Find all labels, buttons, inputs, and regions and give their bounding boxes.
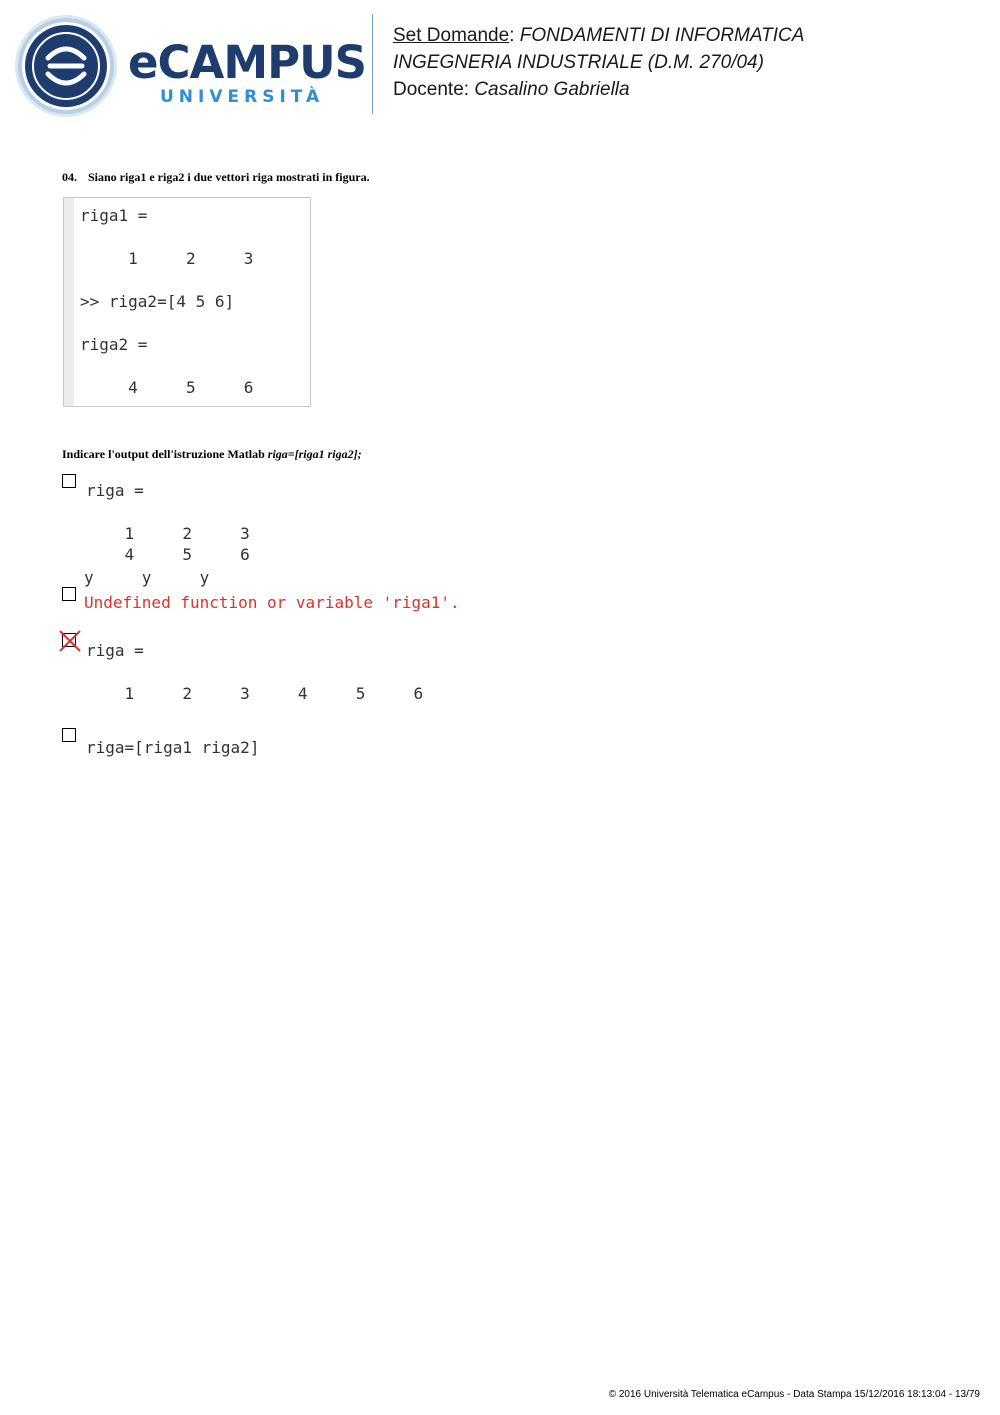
brand-subtitle: UNIVERSITÀ [160,87,325,107]
option-c-line: 1 2 3 4 5 6 [86,684,424,703]
option-a-line: riga = [86,481,144,500]
page-footer: © 2016 Università Telematica eCampus - Data Stampa 15/12/2016 18:13:04 - 13/79 [608,1389,980,1400]
instruction-text: Indicare l'output dell'istruzione Matlab [62,447,265,461]
teacher-line [393,80,630,99]
option-c-checkbox[interactable] [62,633,76,647]
header-divider [372,14,373,114]
option-a-line: 1 2 3 [86,524,250,543]
option-d-line: riga=[riga1 riga2] [86,738,260,757]
course-title: FONDAMENTI DI INFORMATICA [519,25,805,46]
option-d-checkbox[interactable] [62,728,76,742]
option-a-line: 4 5 6 [86,545,250,564]
matlab-figure [63,197,311,407]
option-b-checkbox[interactable] [62,587,76,601]
figure-gutter [64,198,74,406]
ecampus-seal-logo [14,14,118,118]
course-line-1 [393,26,804,45]
instruction [62,447,362,462]
figure-line: 1 2 3 [80,249,254,268]
option-b-error-text: Undefined function or variable 'riga1'. [84,593,460,612]
figure-line: 4 5 6 [80,378,254,397]
course-line-2 [393,53,764,72]
option-b-fragment: y y y [84,568,210,587]
question-number: 04. [62,170,77,184]
set-label: Set Domande [393,25,510,46]
figure-line: >> riga2=[4 5 6] [80,292,235,311]
question-text: Siano riga1 e riga2 i due vettori riga mostrati in figura. [88,170,370,184]
brand-wordmark: eCAMPUS [128,36,367,89]
course-degree: INGEGNERIA INDUSTRIALE (D.M. 270/04) [393,52,764,73]
teacher-name: Casalino Gabriella [474,79,630,100]
set-sep: : [509,25,515,46]
question-title [62,170,370,185]
option-a-checkbox[interactable] [62,474,76,488]
teacher-label: Docente: [393,79,470,100]
option-b-cropped-line [84,568,304,587]
checked-x-icon [58,629,82,653]
figure-line: riga2 = [80,335,148,354]
option-c-line: riga = [86,641,144,660]
instruction-code: riga=[riga1 riga2]; [267,447,362,461]
figure-line: riga1 = [80,206,148,225]
